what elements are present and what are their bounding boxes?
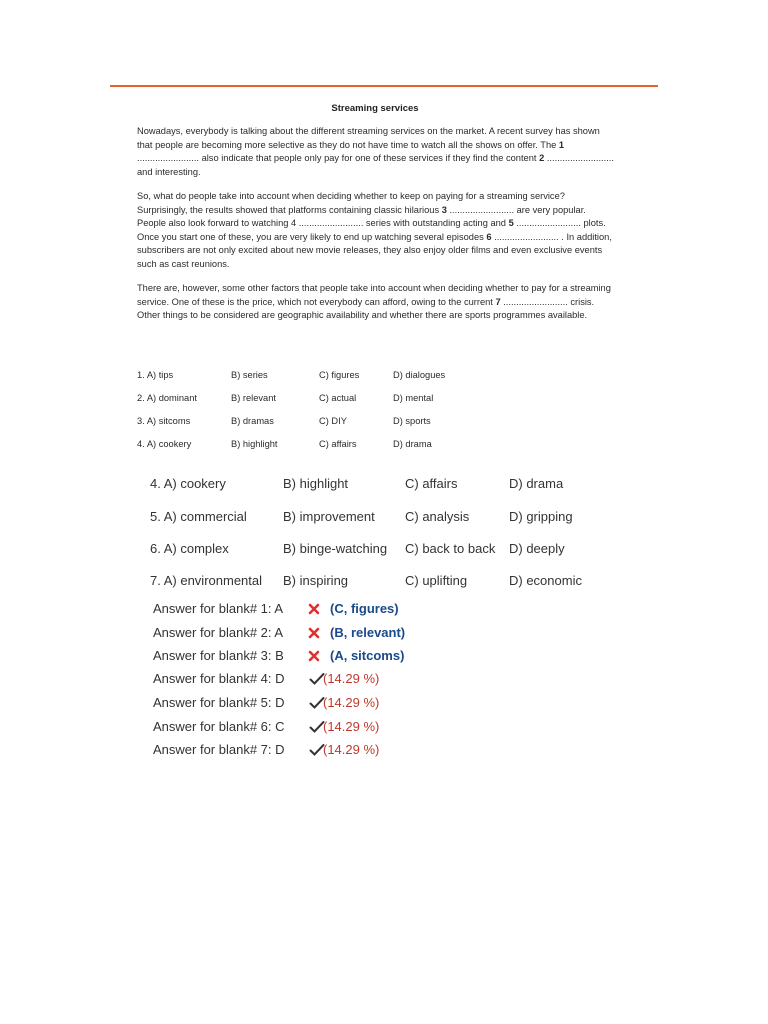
blank-number: 7 <box>495 296 501 307</box>
answer-label: Answer for blank# 7: D <box>153 742 285 757</box>
option: 4. A) cookery <box>150 476 226 491</box>
score: (14.29 %) <box>323 695 380 710</box>
option: B) inspiring <box>283 573 349 588</box>
option: 2. A) dominant <box>137 393 197 403</box>
option: 7. A) environmental <box>150 573 263 588</box>
header-rule <box>110 85 658 87</box>
blank-number: 5 <box>508 218 514 228</box>
option: C) affairs <box>405 476 458 491</box>
correct-answer: (B, relevant) <box>330 625 406 640</box>
option: B) highlight <box>231 439 278 449</box>
blank-number: 2 <box>539 153 545 163</box>
paragraph-text: .......................... and interesting. <box>137 153 614 177</box>
option: D) mental <box>393 393 434 403</box>
option: B) improvement <box>283 509 375 524</box>
option: D) deeply <box>509 541 565 556</box>
option: C) analysis <box>405 509 470 524</box>
option: B) relevant <box>231 393 276 403</box>
document-title: Streaming services <box>331 103 419 114</box>
paragraph-text: ......................... . In addition, subscribers are not only excited about new movie releases, they also enjoy older films and even exclusive events such as cast reunions. <box>137 231 612 269</box>
option: B) binge-watching <box>283 541 388 556</box>
answer-label: Answer for blank# 1: A <box>153 601 284 616</box>
blank-number: 3 <box>441 204 447 215</box>
paragraph-3 <box>137 282 615 323</box>
option: C) affairs <box>319 439 357 449</box>
option: C) actual <box>319 393 357 403</box>
x-icon <box>307 649 321 666</box>
option: D) drama <box>393 439 432 449</box>
option: C) uplifting <box>405 573 468 588</box>
paragraph-text: ......................... plots. Once you start one of these, you are very likely to end up watching several episodes <box>137 218 606 242</box>
option: C) DIY <box>319 416 347 426</box>
x-icon <box>307 626 321 643</box>
option: 4. A) cookery <box>137 439 192 449</box>
option: B) dramas <box>231 416 274 426</box>
option: D) drama <box>509 476 564 491</box>
answer-label: Answer for blank# 4: D <box>153 671 285 686</box>
answer-label: Answer for blank# 3: B <box>153 648 284 663</box>
option: C) back to back <box>405 541 496 556</box>
option: D) gripping <box>509 509 573 524</box>
option: D) economic <box>509 573 582 588</box>
answer-label: Answer for blank# 5: D <box>153 695 285 710</box>
option: D) dialogues <box>393 370 446 380</box>
paragraph-text: ......................... crisis. Other things to be considered are geographic availability and whether there are sports programmes available. <box>137 296 595 320</box>
paragraph-text: Nowadays, everybody is talking about the different streaming services on the market. A recent survey has shown that people are becoming more selective as they do not have time to watch all the shows on offer. The <box>137 126 600 150</box>
paragraph-2 <box>137 190 615 271</box>
paragraph-text: There are, however, some other factors that people take into account when deciding whether to pay for a streaming service. One of these is the price, which not everybody can afford, owing to the current <box>137 283 611 307</box>
option: D) sports <box>393 416 431 426</box>
answer-label: Answer for blank# 6: C <box>153 719 285 734</box>
correct-answer: (A, sitcoms) <box>330 648 405 663</box>
option: C) figures <box>319 370 360 380</box>
paragraph-text: So, what do people take into account when deciding whether to keep on paying for a streaming service? Surprisingly, the results showed that platforms containing classic hilarious <box>137 191 565 215</box>
option: 5. A) commercial <box>150 509 247 524</box>
paragraph-text: ......................... are very popular. People also look forward to watching 4 ......................... series with outstanding acting and <box>137 204 586 228</box>
blank-number: 6 <box>486 231 492 242</box>
paragraph-1 <box>137 125 615 179</box>
score: (14.29 %) <box>323 671 380 686</box>
blank-number: 1 <box>558 139 565 150</box>
option: B) highlight <box>283 476 349 491</box>
option: 3. A) sitcoms <box>137 416 191 426</box>
score: (14.29 %) <box>323 742 380 757</box>
option: 1. A) tips <box>137 370 174 380</box>
option: 6. A) complex <box>150 541 229 556</box>
correct-answer: (C, figures) <box>330 601 399 616</box>
option: B) series <box>231 370 268 380</box>
score: (14.29 %) <box>323 719 380 734</box>
paragraph-text: ........................ also indicate that people only pay for one of these services if they find the content <box>137 153 540 163</box>
x-icon <box>307 602 321 619</box>
answer-label: Answer for blank# 2: A <box>153 625 284 640</box>
